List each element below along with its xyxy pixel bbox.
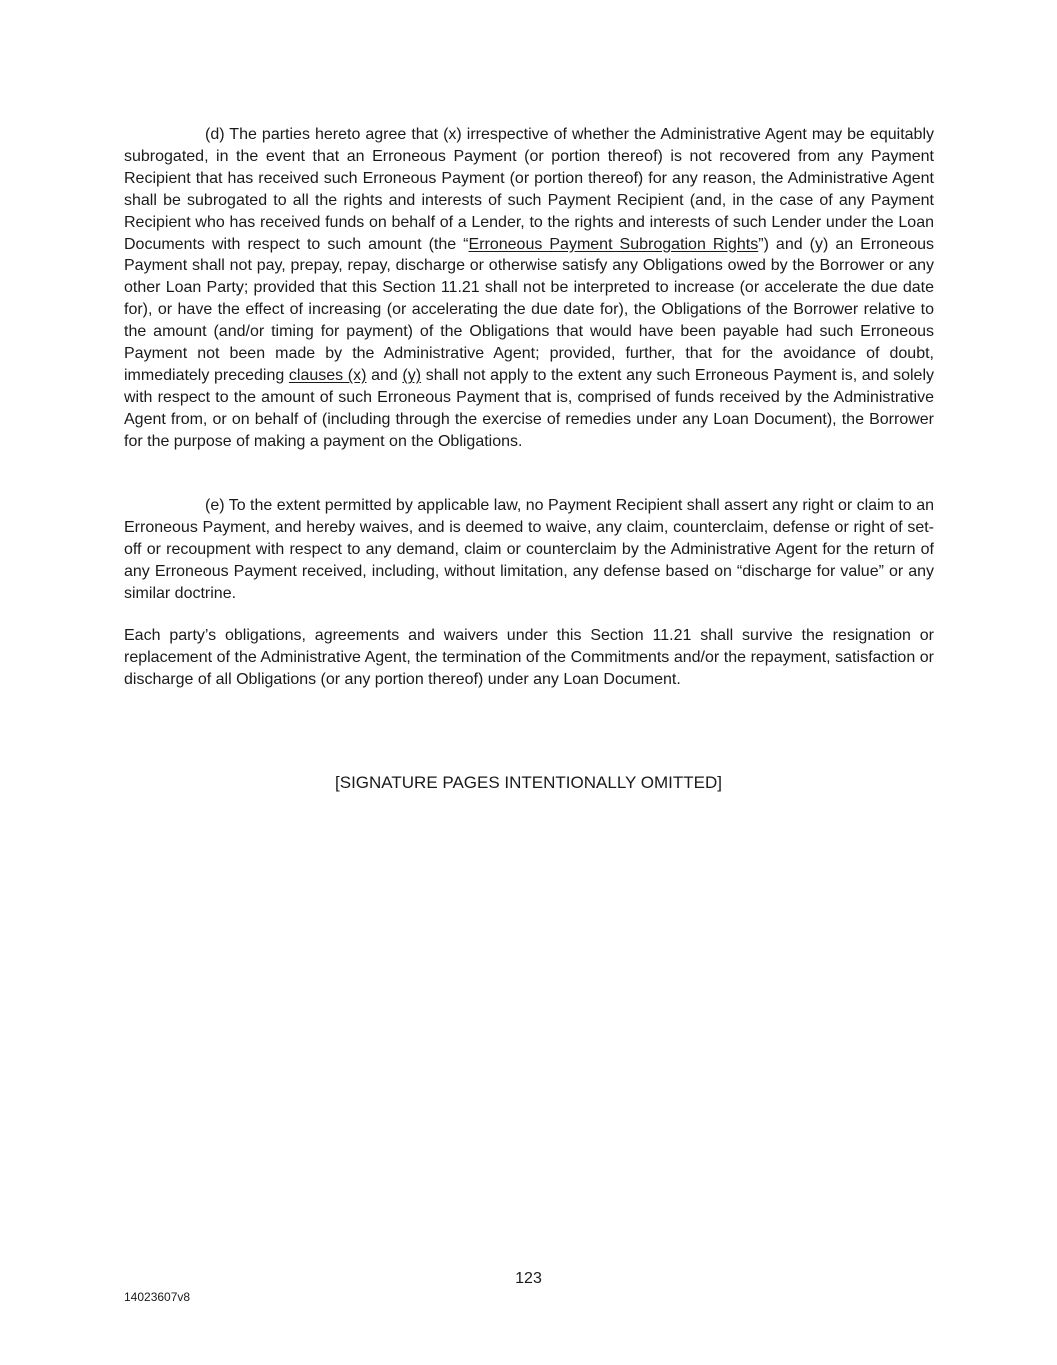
paragraph-d [124, 124, 934, 453]
cross-reference-y: (y) [402, 366, 422, 384]
paragraph-survival: Each party’s obligations, agreements and waivers under this Section 11.21 shall survive the resignation or replacement of the Administrative Agent, the termination of the Commitments and/or the repayment, satisfaction or discharge of all Obligations (or any portion thereof) under any Loan Document. [124, 627, 934, 688]
paragraph-d-text-2: ”) and (y) an Erroneous Payment shall not pay, prepay, repay, discharge or otherwise satisfy any Obligations owed by the Borrower or any other Loan Party; provided that this Section 11.21 shall not be interpreted to increase (or accelerate the due date for), or have the effect of increasing (or accelerating the due date for), the Obligations of the Borrower relative to the amount (and/or timing for payment) of the Obligations that would have been payable had such Erroneous Payment not been made by the Administrative Agent; provided, further, that for the avoidance of doubt, immediately preceding [124, 235, 935, 384]
defined-term-erroneous-payment-subrogation-rights: Erroneous Payment Subrogation Rights [468, 235, 759, 253]
page-number: 123 [515, 1270, 542, 1287]
paragraph-e: (e) To the extent permitted by applicable law, no Payment Recipient shall assert any right or claim to an Erroneous Payment, and hereby waives, and is deemed to waive, any claim, counterclaim, defense or right of set-off or recoupment with respect to any demand, claim or counterclaim by the Administrative Agent for the return of any Erroneous Payment received, including, without limitation, any defense based on “discharge for value” or any similar doctrine. [124, 497, 934, 602]
paragraph-d-text-4: shall not apply to the extent any such Erroneous Payment is, and solely with respect to the amount of such Erroneous Payment that is, comprised of funds received by the Administrative Agent from, or on behalf of (including through the exercise of remedies under any Loan Document), the Borrower for the purpose of making a payment on the Obligations. [124, 366, 935, 450]
signature-pages-notice: [SIGNATURE PAGES INTENTIONALLY OMITTED] [335, 773, 722, 792]
document-id: 14023607v8 [124, 1290, 191, 1304]
paragraph-d-text-1: (d) The parties hereto agree that (x) irrespective of whether the Administrative Agent may be equitably subrogated, in the event that an Erroneous Payment (or portion thereof) is not recovered from any Payment Recipient that has received such Erroneous Payment (or portion thereof) for any reason, the Administrative Agent shall be subrogated to all the rights and interests of such Payment Recipient (and, in the case of any Payment Recipient who has received funds on behalf of a Lender, to the rights and interests of such Lender under the Loan Documents with respect to such amount (the “ [124, 126, 934, 253]
paragraph-d-text-3: and [366, 366, 403, 384]
cross-reference-clauses-x: clauses (x) [288, 366, 367, 384]
